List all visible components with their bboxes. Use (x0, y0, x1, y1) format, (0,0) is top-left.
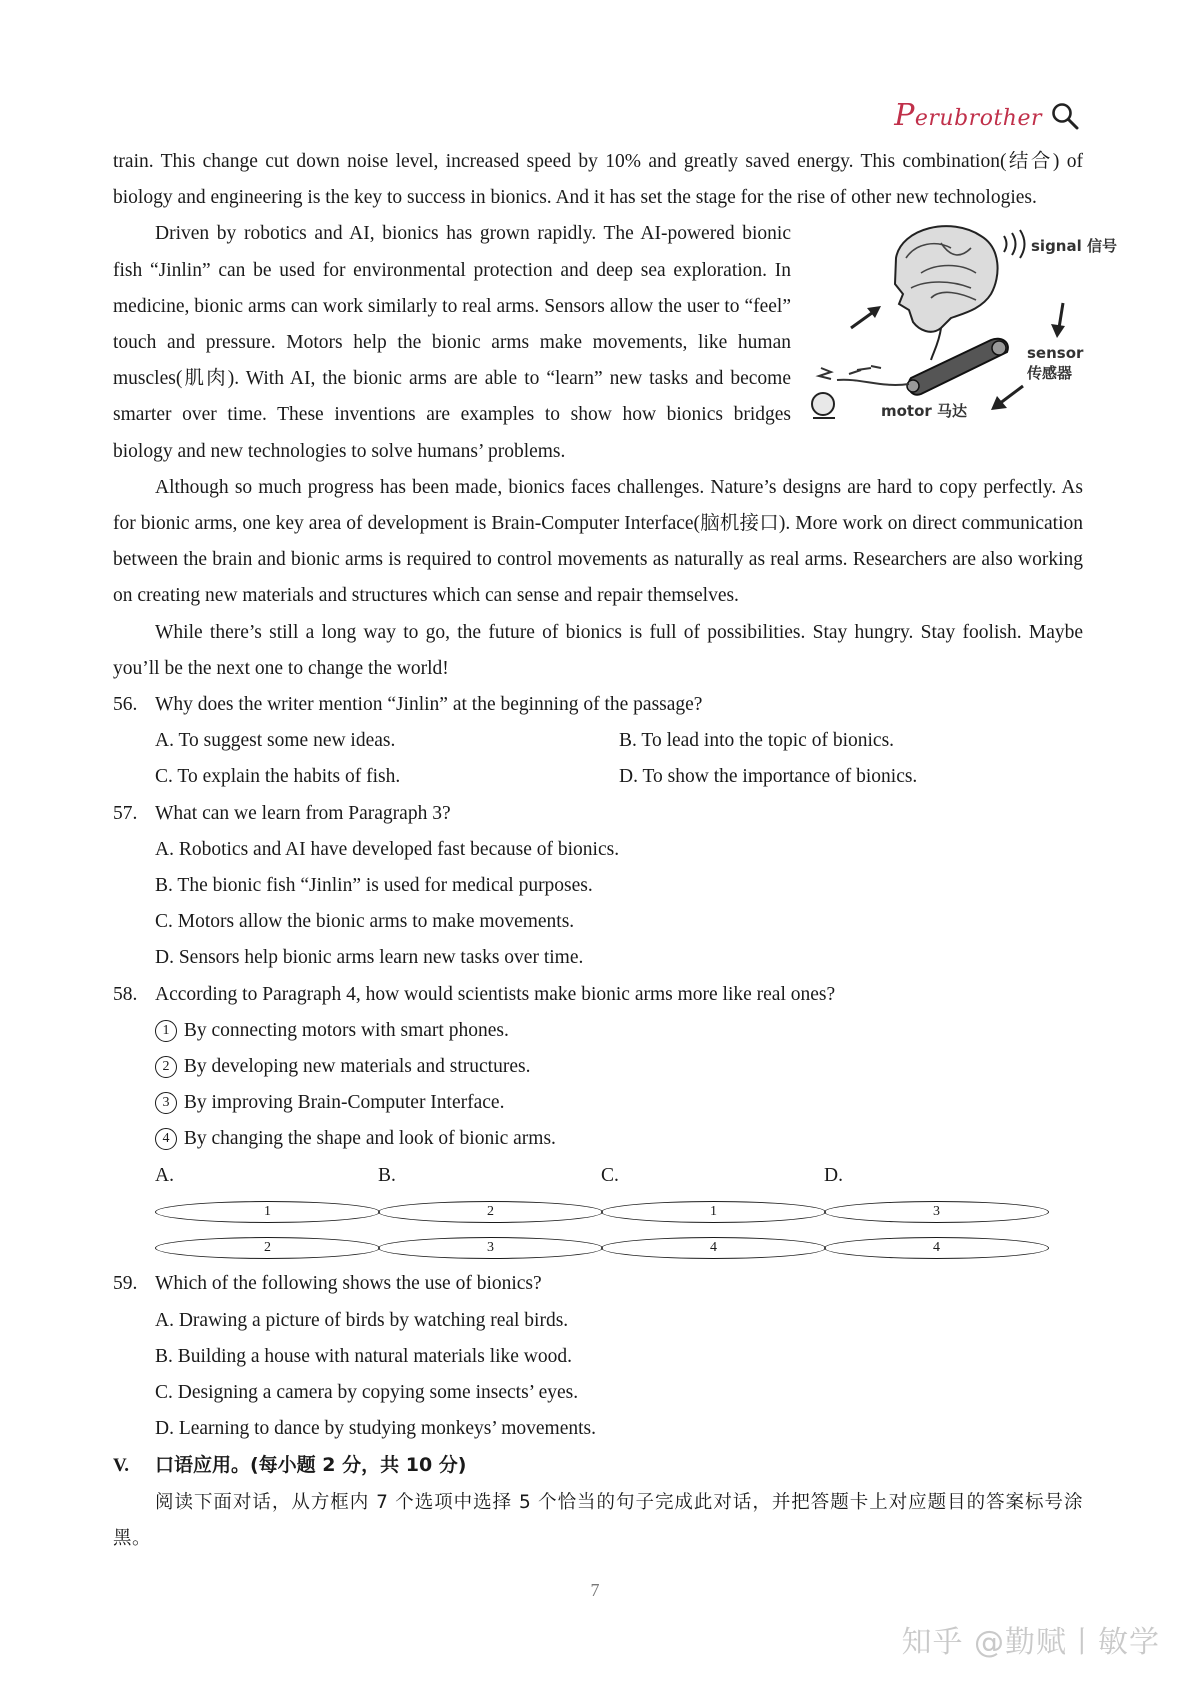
circled-number: 3 (155, 1092, 177, 1114)
question-59 (113, 1266, 1083, 1302)
question-56-options-row-2 (113, 759, 1083, 795)
option-d[interactable]: D. To show the importance of bionics. (619, 766, 918, 788)
figure-label-motor: motor 马达 (881, 402, 968, 421)
option-c[interactable]: C. To explain the habits of fish. (155, 766, 401, 788)
option-a[interactable]: A. Robotics and AI have developed fast because of bionics. (155, 838, 620, 860)
question-57 (113, 796, 1083, 832)
figure-label-sensor: sensor (1027, 344, 1084, 363)
header-brand (894, 98, 1080, 133)
option-b[interactable]: B. The bionic fish “Jinlin” is used for medical purposes. (155, 875, 593, 897)
question-text: What can we learn from Paragraph 3? (155, 802, 451, 824)
signal-waves-icon (1004, 230, 1025, 258)
statement-1 (113, 1013, 1083, 1049)
option-d[interactable]: D. Sensors help bionic arms learn new tasks over time. (155, 947, 584, 969)
question-number: 57. (113, 802, 138, 824)
circled-number: 4 (155, 1128, 177, 1150)
page-number: 7 (590, 1580, 600, 1600)
arrow-head-icon (1051, 324, 1065, 338)
option-d[interactable] (824, 1158, 1047, 1267)
circled-number: 2 (155, 1237, 380, 1259)
circled-number: 4 (824, 1237, 1049, 1259)
option-b[interactable]: B. To lead into the topic of bionics. (619, 730, 895, 752)
question-56-options-row-1 (113, 723, 1083, 759)
passage-paragraph-4: While there’s still a long way to go, the future of bionics is full of possibilities. Stay hungry. Stay foolish. Maybe you’ll be the next one to change the world! (113, 621, 1083, 679)
statement-text: By connecting motors with smart phones. (183, 1019, 509, 1041)
bionic-arm-figure (801, 218, 1117, 458)
option-c[interactable] (601, 1158, 824, 1267)
option-letter: B. (378, 1164, 396, 1186)
statement-4 (113, 1121, 1083, 1157)
question-number: 58. (113, 983, 138, 1005)
statement-3 (113, 1085, 1083, 1121)
statement-2 (113, 1049, 1083, 1085)
option-c[interactable]: C. Designing a camera by copying some insects’ eyes. (155, 1381, 579, 1403)
question-text: According to Paragraph 4, how would scientists make bionic arms more like real ones? (155, 983, 836, 1005)
watermark: 知乎 @勤赋丨敏学 (901, 1625, 1160, 1660)
question-text: Why does the writer mention “Jinlin” at the beginning of the passage? (155, 694, 703, 716)
figure-label-signal: signal 信号 (1031, 237, 1117, 256)
passage-paragraph-2-text: Driven by robotics and AI, bionics has grown rapidly. The AI-powered bionic fish “Jinlin” can be used for environmental protection and deep sea exploration. In medicine, bionic arms can work similarly to real arms. Sensors allow the user to “feel” touch and pressure. Motors help the bionic arms make movements, like human muscles(肌肉). With AI, the bionic arms are able to “learn” new tasks and become smarter over time. These inventions are examples to show how bionics bridges biology and new technologies to solve humans’ problems. (113, 223, 791, 462)
option-a[interactable]: A. Drawing a picture of birds by watching real birds. (155, 1309, 569, 1331)
option-a[interactable]: A. To suggest some new ideas. (155, 730, 396, 752)
question-text: Which of the following shows the use of bionics? (155, 1273, 542, 1295)
brand-name: Perubrother (894, 98, 1042, 133)
option-b[interactable] (378, 1158, 601, 1267)
circled-number: 1 (155, 1201, 380, 1223)
brain-head-illustration (895, 227, 998, 361)
arrow-icon (999, 386, 1023, 404)
section-number: V. (113, 1455, 130, 1477)
circled-number: 4 (601, 1237, 826, 1259)
section-heading (113, 1447, 1083, 1484)
page-content (113, 144, 1117, 1557)
circled-number: 2 (155, 1056, 177, 1078)
statement-text: By changing the shape and look of bionic arms. (183, 1128, 556, 1150)
circled-number: 1 (601, 1201, 826, 1223)
circled-number: 2 (378, 1201, 603, 1223)
question-56 (113, 687, 1083, 723)
passage-paragraph-1: train. This change cut down noise level, increased speed by 10% and greatly saved energy. This combination(结合) of biology and engineering is the key to success in bionics. And it has set the stage for the rise of other new technologies. (113, 151, 1083, 209)
section-instruction: 阅读下面对话，从方框内 7 个选项中选择 5 个恰当的句子完成此对话，并把答题卡上对应题目的答案标号涂黑。 (113, 1491, 1083, 1549)
search-icon[interactable] (1050, 101, 1080, 131)
statement-text: By developing new materials and structures. (183, 1056, 531, 1078)
option-b[interactable]: B. Building a house with natural materials like wood. (155, 1345, 573, 1367)
circled-number: 3 (378, 1237, 603, 1259)
statement-text: By improving Brain-Computer Interface. (183, 1092, 505, 1114)
option-c[interactable]: C. Motors allow the bionic arms to make movements. (155, 911, 575, 933)
circled-number: 1 (155, 1020, 177, 1042)
question-number: 59. (113, 1273, 138, 1295)
option-letter: C. (601, 1164, 619, 1186)
figure-label-sensor-cn: 传感器 (1027, 364, 1073, 383)
option-d[interactable]: D. Learning to dance by studying monkeys’ movements. (155, 1418, 597, 1440)
option-letter: A. (155, 1164, 174, 1186)
question-58 (113, 977, 1083, 1013)
arrow-icon (1059, 303, 1063, 328)
circled-number: 3 (824, 1201, 1049, 1223)
passage-paragraph-3: Although so much progress has been made, bionics faces challenges. Nature’s designs are hard to copy perfectly. As for bionic arms, one key area of development is Brain-Computer Interface(脑机接口). More work on direct communication between the brain and bionic arms is required to control movements as naturally as real arms. Researchers are also working on creating new materials and structures which can sense and repair themselves. (113, 476, 1083, 607)
option-a[interactable] (155, 1158, 378, 1267)
passage-paragraph-2 (113, 216, 1117, 469)
section-title: 口语应用。(每小题 2 分，共 10 分) (155, 1454, 467, 1477)
option-letter: D. (824, 1164, 843, 1186)
question-number: 56. (113, 694, 138, 716)
question-58-options (113, 1158, 1083, 1267)
